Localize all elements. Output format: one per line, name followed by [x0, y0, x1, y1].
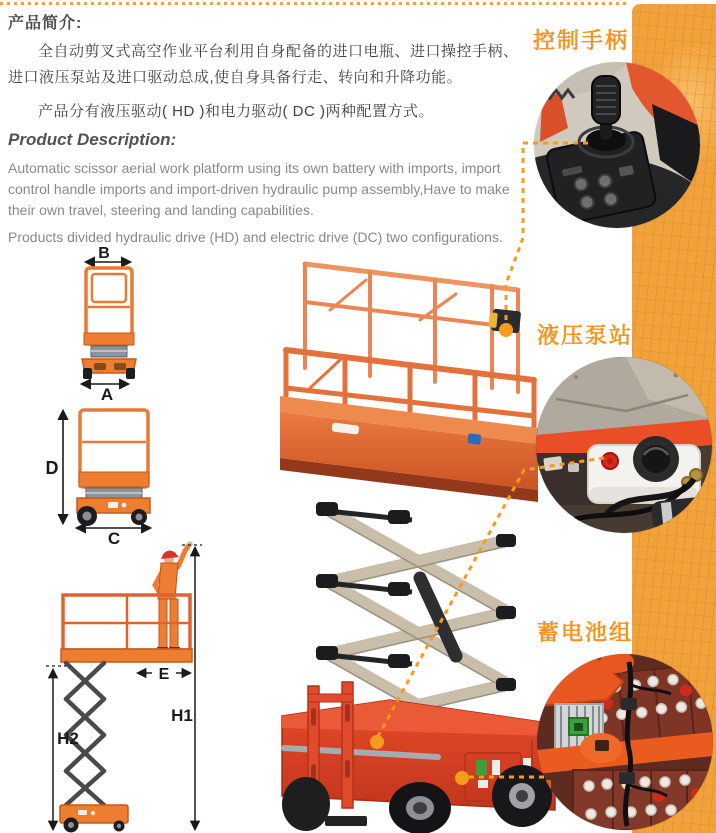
- callout-label-battery-pack: 蓄电池组: [537, 620, 634, 645]
- product-intro-heading: 产品简介:: [8, 15, 83, 32]
- front-view-diagram: [82, 245, 136, 404]
- green-sticker: [476, 760, 487, 775]
- callout-photo-battery-pack: [537, 654, 713, 830]
- hydraulic-tank: [588, 436, 700, 503]
- platform-control-box: [488, 308, 521, 333]
- dimension-label-e: E: [158, 666, 170, 683]
- description-paragraph-2: Products divided hydraulic drive (HD) and electric drive (DC) two configurations.: [8, 229, 503, 245]
- white-sticker: [492, 760, 500, 775]
- dimension-label-h1: H1: [171, 706, 193, 725]
- side-view-diagram: [46, 410, 151, 548]
- intro-paragraph-2: 产品分有液压驱动( HD )和电力驱动( DC )两种配置方式。: [38, 103, 434, 120]
- dimension-label-a: A: [100, 385, 114, 404]
- main-product-photo: [270, 248, 560, 833]
- white-sticker: [478, 780, 488, 788]
- dimension-label-h2: H2: [57, 729, 79, 748]
- product-description-section: [8, 130, 513, 254]
- description-paragraph-1: Automatic scissor aerial work platform using its own battery with imports, import control handle imports and import-driven hydraulic pump assembly,Have to make their own travel, steering and landing capabilities.: [8, 160, 510, 218]
- callout-photo-control-handle: [534, 62, 700, 228]
- product-description-heading: Product Description:: [8, 130, 177, 149]
- chassis-base: [282, 682, 555, 833]
- top-dotted-border: [0, 2, 630, 5]
- dimension-diagrams: [30, 245, 270, 833]
- callout-photo-hydraulic-pump: [536, 357, 712, 533]
- dimension-label-c: C: [107, 529, 121, 548]
- intro-paragraph-1: 全自动剪叉式高空作业平台利用自身配备的进口电瓶、进口操控手柄、进口液压泵站及进口驱动总成,使自身具备行走、转向和升降功能。: [8, 43, 519, 86]
- product-intro-section: [8, 10, 524, 133]
- callout-label-control-handle: 控制手柄: [533, 28, 630, 53]
- callout-label-hydraulic-pump: 液压泵站: [537, 323, 634, 348]
- brand-logo-mark: [467, 433, 481, 445]
- dimension-label-d: D: [45, 458, 59, 478]
- elevated-view-diagram: [46, 541, 202, 832]
- dimension-label-b: B: [98, 245, 110, 262]
